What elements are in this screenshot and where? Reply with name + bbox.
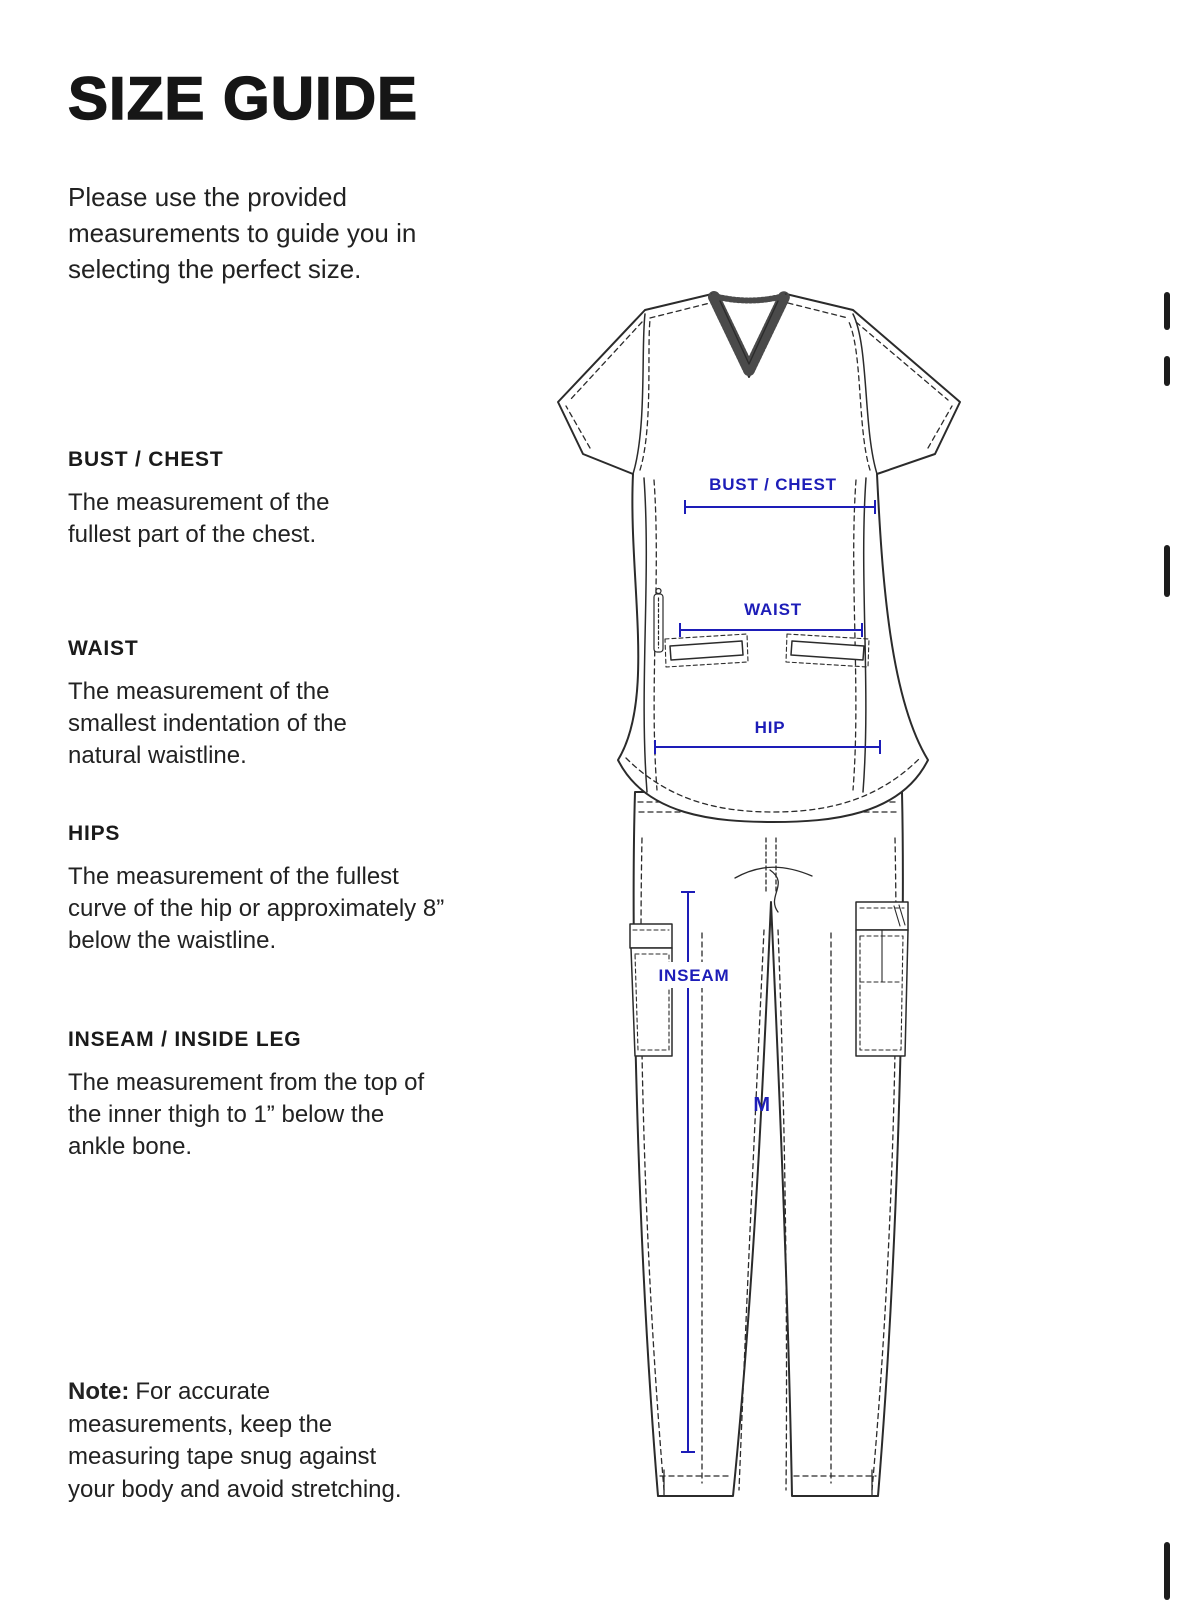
cargo-pocket-left: [630, 924, 672, 1056]
section-hips-body: The measurement of the fullest curve of the hip or approximately 8” below the waistline.: [68, 863, 445, 955]
section-hips-heading: HIPS: [68, 822, 121, 845]
edge-crop-artifact: [1164, 292, 1170, 330]
scrub-top-drawing: [558, 294, 960, 822]
section-hips: [68, 822, 463, 957]
size-marker-label: M: [753, 1094, 771, 1116]
waist-measure-label: WAIST: [744, 600, 802, 619]
side-zipper-detail: [654, 589, 663, 653]
section-waist: [68, 637, 383, 772]
back-neck-rib: [714, 296, 784, 301]
section-inseam-heading: INSEAM / INSIDE LEG: [68, 1028, 302, 1051]
section-bust-chest: [68, 448, 368, 551]
section-inseam-body: The measurement from the top of the inner thigh to 1” below the ankle bone.: [68, 1069, 425, 1161]
inseam-measure-label: INSEAM: [658, 966, 730, 985]
edge-crop-artifact: [1164, 356, 1170, 386]
edge-crop-artifact: [1164, 1542, 1170, 1600]
pants-outline: [634, 792, 903, 1496]
top-outline: [558, 294, 960, 822]
size-diagram: [530, 278, 1000, 1548]
edge-crop-artifact: [1164, 545, 1170, 597]
scrub-pants-drawing: [630, 792, 908, 1496]
section-bust-body: The measurement of the fullest part of the chest.: [68, 489, 330, 549]
bust-measure-label: BUST / CHEST: [709, 475, 837, 494]
section-waist-heading: WAIST: [68, 637, 139, 660]
section-bust-heading: BUST / CHEST: [68, 448, 224, 471]
note-label: Note:: [68, 1378, 130, 1405]
hip-measure-label: HIP: [754, 718, 786, 737]
section-waist-body: The measurement of the smallest indentation of the natural waistline.: [68, 678, 347, 770]
intro-text: Please use the provided measurements to guide you in selecting the perfect size.: [68, 182, 417, 284]
page-title: SIZE GUIDE: [68, 65, 419, 132]
note-text: [68, 1376, 423, 1507]
section-inseam: [68, 1028, 428, 1163]
cargo-pocket-right: [856, 902, 908, 1056]
note-body: For accurate measurements, keep the measuring tape snug against your body and avoid stretching.: [68, 1378, 402, 1503]
